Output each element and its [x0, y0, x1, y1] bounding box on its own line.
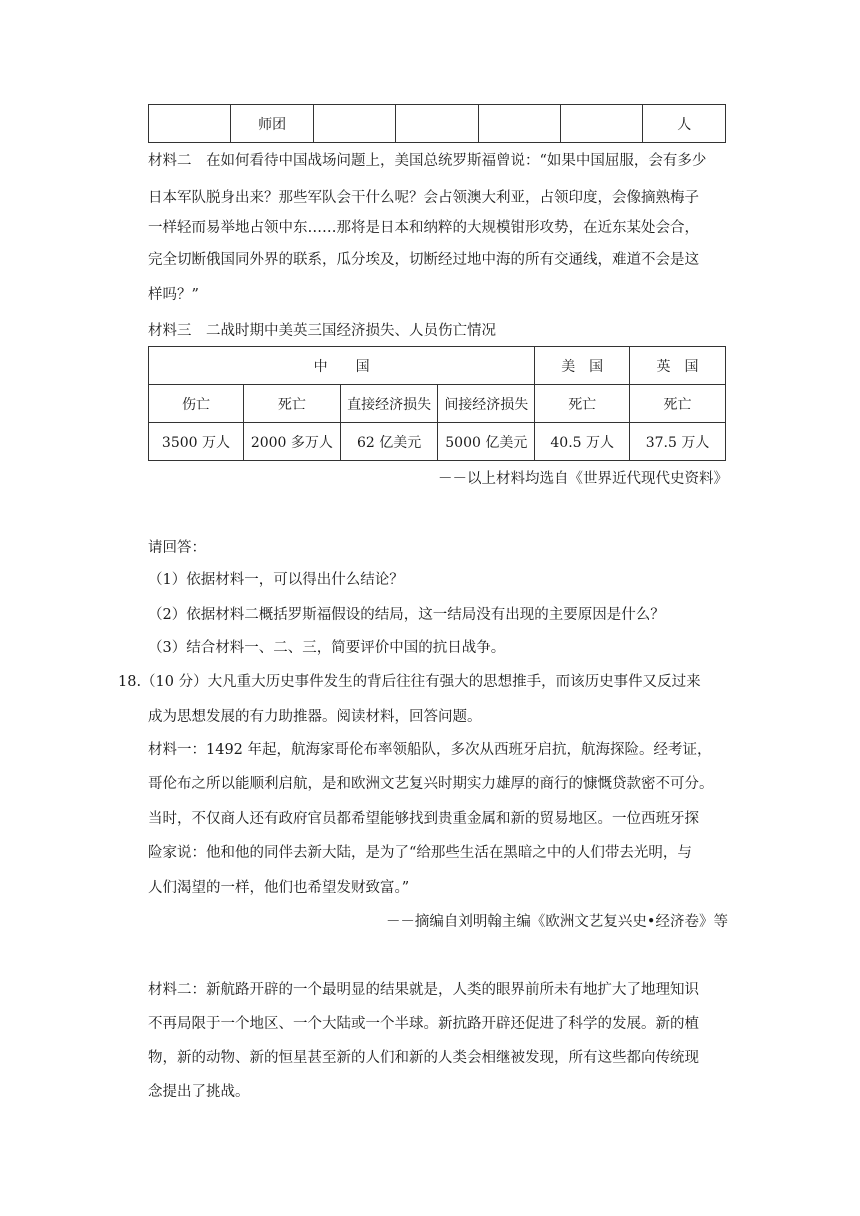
source-citation: －－摘编自刘明翰主编《欧洲文艺复兴史•经济卷》等 [385, 914, 728, 930]
text-line: 当时，不仅商人还有政府官员都希望能够找到贵重金属和新的贸易地区。一位西班牙探 [148, 811, 699, 827]
column-header: 间接经济损失 [438, 385, 535, 423]
text-line: 人们渴望的一样，他们也希望发财致富。” [148, 880, 410, 896]
table-cell [149, 105, 231, 143]
text-line: 材料一：1492 年起，航海家哥伦布率领船队，多次从西班牙启抗，航海探险。经考证， [148, 742, 712, 758]
text-line: 材料二 在如何看待中国战场问题上，美国总统罗斯福曾说：“如果中国屈服，会有多少 [148, 153, 707, 169]
table-cell: 37.5 万人 [630, 423, 726, 461]
material-three-title: 材料三 二战时期中美英三国经济损失、人员伤亡情况 [148, 323, 496, 339]
table-cell: 5000 亿美元 [438, 423, 535, 461]
group-header-uk: 英 国 [630, 347, 726, 385]
text-line: 一样轻而易举地占领中东……那将是日本和纳粹的大规模钳形攻势，在近东某处会合， [148, 220, 699, 236]
text-line: 物，新的动物、新的恒星甚至新的人们和新的人类会相继被发现，所有这些都向传统现 [148, 1050, 699, 1066]
text-line: 材料二：新航路开辟的一个最明显的结果就是，人类的眼界前所未有地扩大了地理知识 [148, 982, 699, 998]
question-18-stem: 18.（10 分）大凡重大历史事件发生的背后往往有强大的思想推手，而该历史事件又反过来 [118, 674, 701, 690]
table-cell: 40.5 万人 [535, 423, 630, 461]
source-citation: －－以上材料均选自《世界近代现代史资料》 [438, 471, 728, 487]
table-cell: 3500 万人 [149, 423, 244, 461]
column-header: 死亡 [630, 385, 726, 423]
question-item: （3）结合材料一、二、三，简要评价中国的抗日战争。 [148, 640, 506, 656]
losses-table [148, 346, 726, 461]
question-item: （1）依据材料一，可以得出什么结论？ [148, 572, 404, 588]
table-cell [313, 105, 395, 143]
table-cell [478, 105, 560, 143]
column-header: 直接经济损失 [340, 385, 438, 423]
column-header: 死亡 [535, 385, 630, 423]
table-cell: 62 亿美元 [340, 423, 438, 461]
text-line: 哥伦布之所以能顺利启航，是和欧洲文艺复兴时期实力雄厚的商行的慷慨贷款密不可分。 [148, 776, 714, 792]
division-table [148, 104, 726, 143]
table-cell: 师团 [231, 105, 314, 143]
text-line: 样吗？” [148, 287, 199, 303]
group-header-usa: 美 国 [535, 347, 630, 385]
column-header: 死亡 [243, 385, 340, 423]
table-cell: 2000 多万人 [243, 423, 340, 461]
column-header: 伤亡 [149, 385, 244, 423]
question-18-stem-cont: 成为思想发展的有力助推器。阅读材料，回答问题。 [148, 709, 482, 725]
text-line: 险家说：他和他的同伴去新大陆，是为了“给那些生活在黑暗之中的人们带去光明，与 [148, 845, 692, 861]
table-cell: 人 [643, 105, 726, 143]
group-header-china: 中 国 [149, 347, 535, 385]
table-cell [561, 105, 643, 143]
text-line: 完全切断俄国同外界的联系，瓜分埃及，切断经过地中海的所有交通线，难道不会是这 [148, 252, 699, 268]
question-item: （2）依据材料二概括罗斯福假设的结局，这一结局没有出现的主要原因是什么？ [148, 607, 665, 623]
table-cell [396, 105, 478, 143]
questions-intro: 请回答： [148, 540, 206, 556]
text-line: 念提出了挑战。 [148, 1084, 250, 1100]
text-line: 日本军队脱身出来？那些军队会干什么呢？会占领澳大利亚，占领印度，会像摘熟梅子 [148, 190, 699, 206]
text-line: 不再局限于一个地区、一个大陆或一个半球。新抗路开辟还促进了科学的发展。新的植 [148, 1016, 699, 1032]
